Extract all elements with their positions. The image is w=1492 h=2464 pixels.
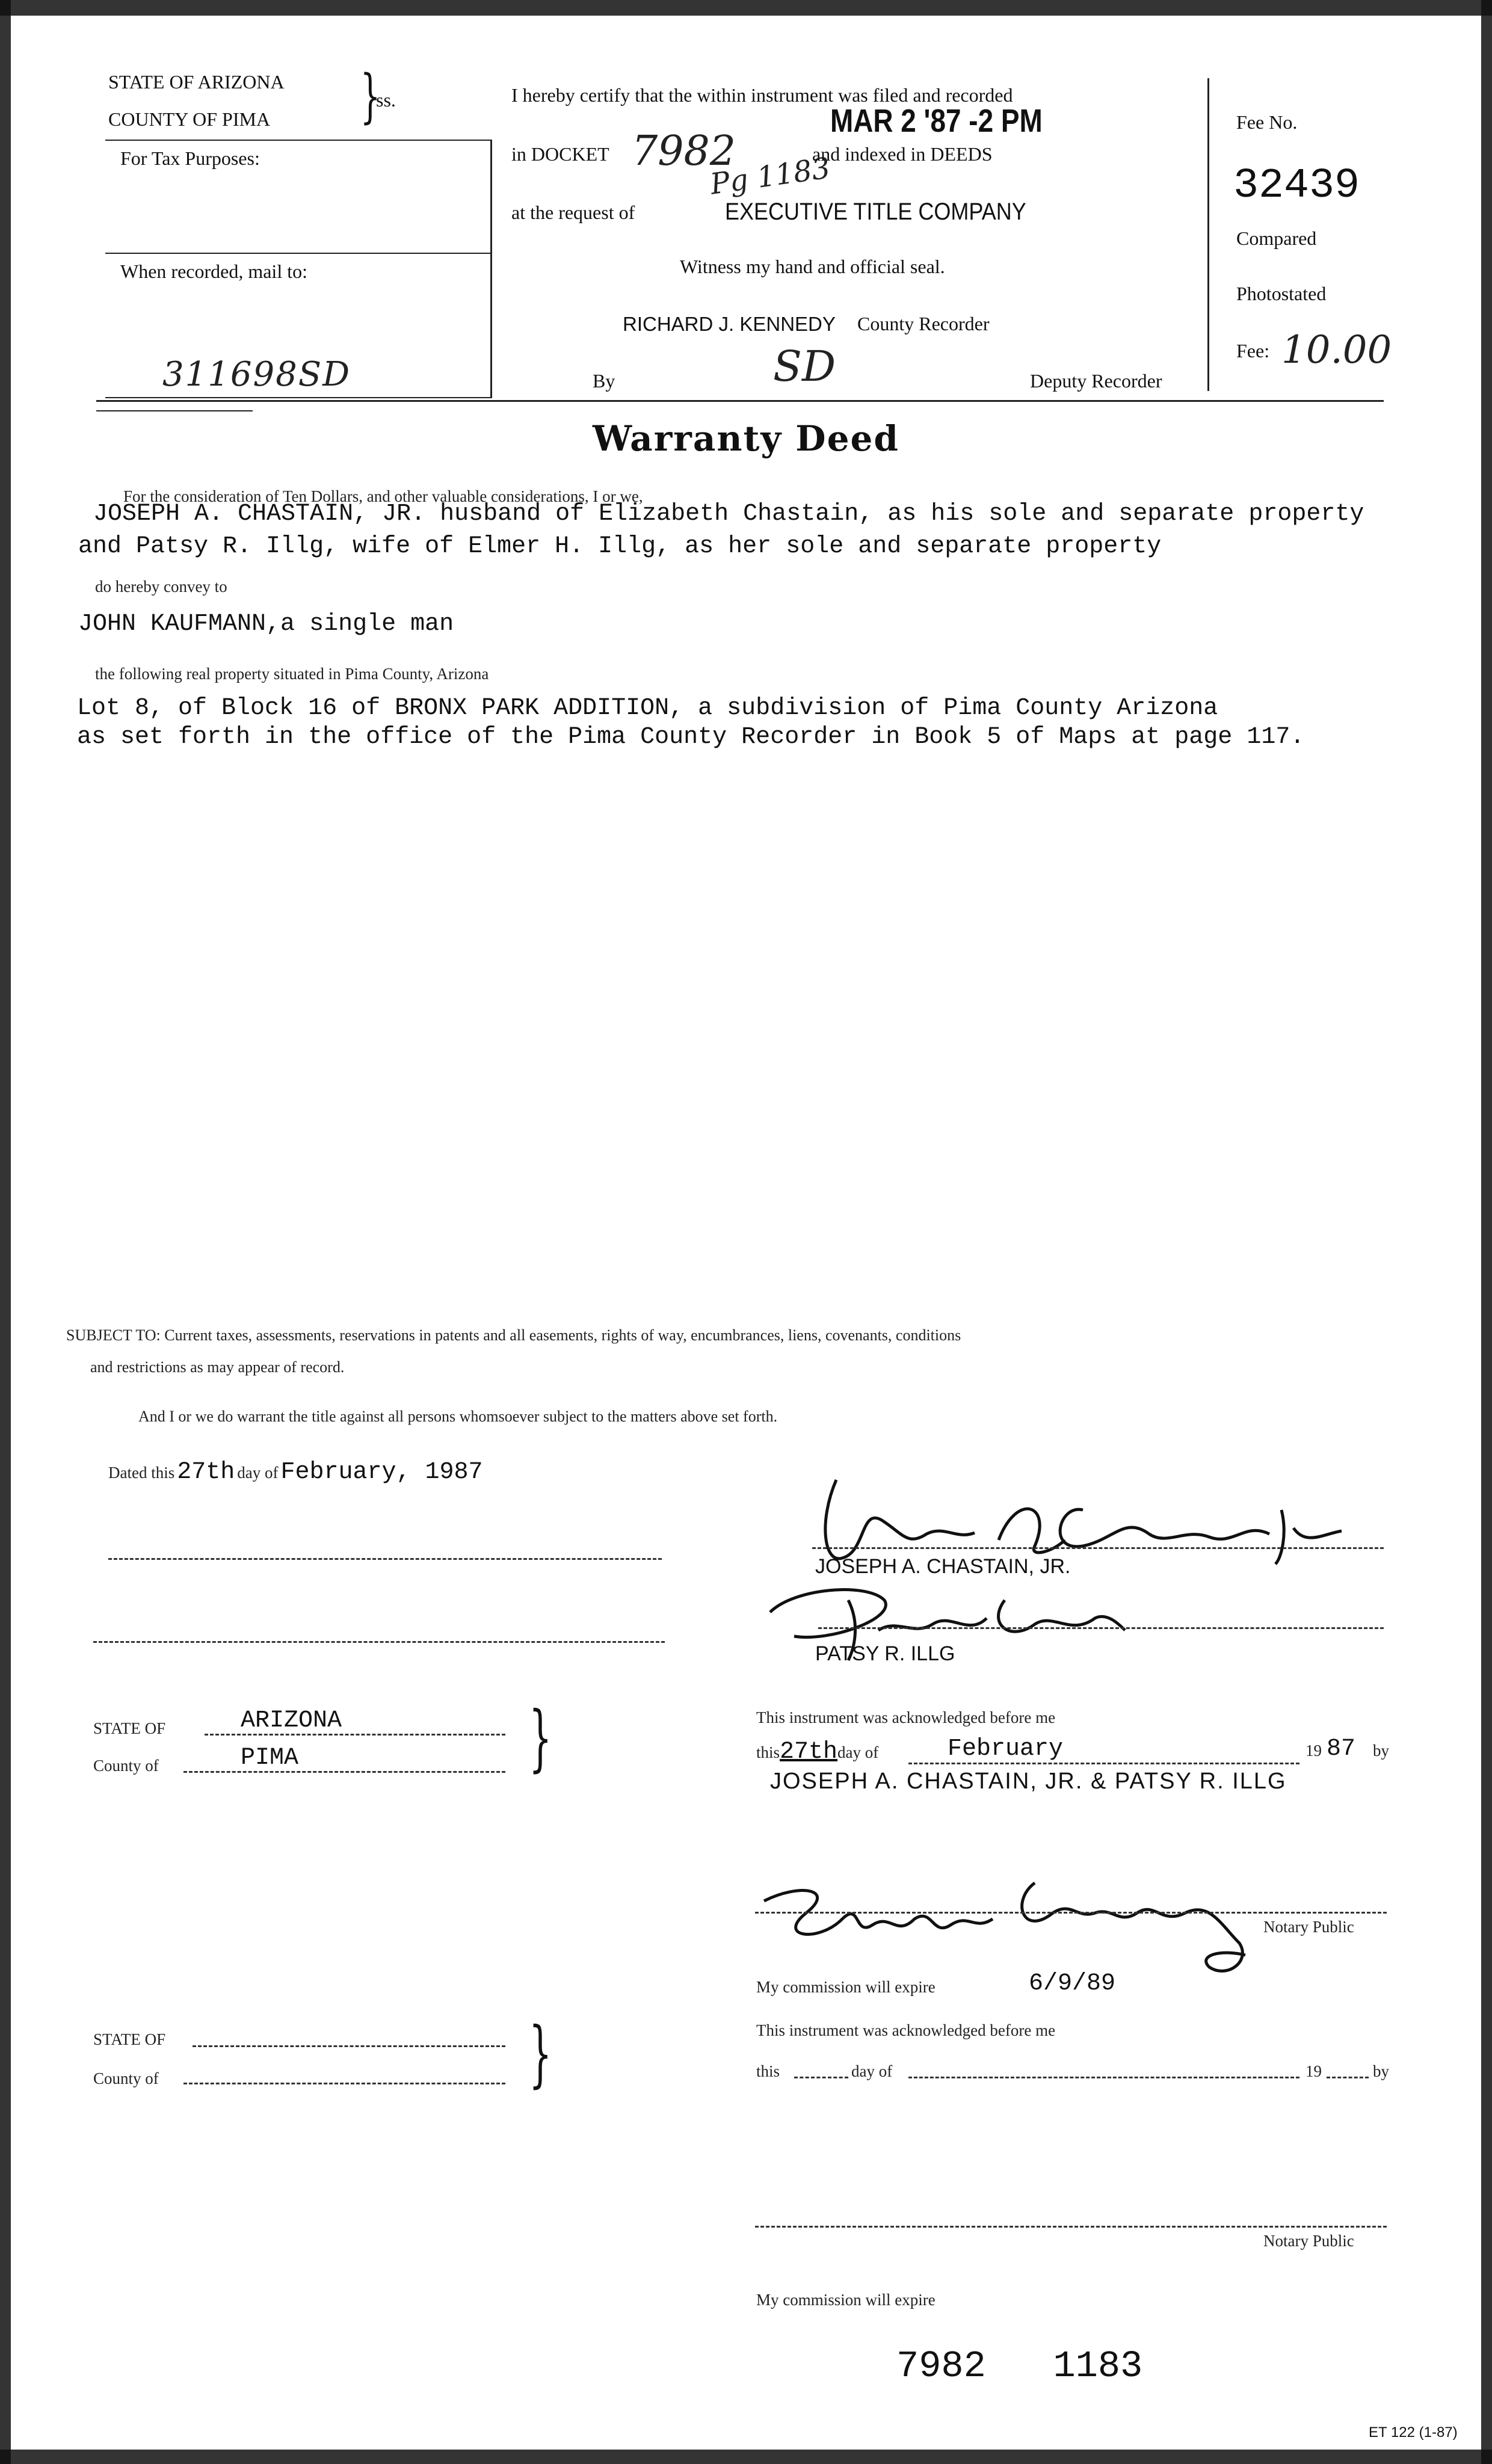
fee-number: 32439 bbox=[1233, 162, 1360, 210]
ack1-notary-public: Notary Public bbox=[1263, 1918, 1354, 1936]
legal-description-2: as set forth in the office of the Pima County Recorder in Book 5 of Maps at page 117. bbox=[77, 724, 1305, 751]
consideration-text: For the consideration of Ten Dollars, and other valuable considerations, I or we, bbox=[123, 487, 643, 505]
ack1-state: ARIZONA bbox=[241, 1707, 342, 1734]
document-title: Warranty Deed bbox=[593, 418, 899, 459]
certify-text: I hereby certify that the within instrument was filed and recorded bbox=[511, 84, 1013, 106]
ss-brace: } bbox=[360, 63, 381, 130]
ack2-by: by bbox=[1373, 2062, 1389, 2080]
header-right-vline bbox=[1207, 78, 1209, 391]
grantor-line-1: JOSEPH A. CHASTAIN, JR. husband of Elizabeth Chastain, as his sole and separate property bbox=[93, 500, 1364, 528]
ack1-day-of: day of bbox=[837, 1743, 879, 1761]
mail-code-handwritten: 311698SD bbox=[162, 355, 351, 394]
dated-day-of: day of bbox=[237, 1464, 279, 1482]
ack2-day-of: day of bbox=[851, 2062, 893, 2080]
blank-signature-line-1 bbox=[108, 1558, 662, 1560]
grantee-name: JOHN KAUFMANN,a single man bbox=[78, 611, 454, 638]
title-company: EXECUTIVE TITLE COMPANY bbox=[725, 199, 1026, 225]
warrant-text: And I or we do warrant the title against all persons whomsoever subject to the matters above set forth. bbox=[138, 1408, 778, 1425]
ack1-brace: } bbox=[529, 1696, 552, 1780]
header-left-line-2 bbox=[105, 253, 490, 254]
county-recorder-label: County Recorder bbox=[857, 313, 990, 334]
notary1-line bbox=[755, 1912, 1387, 1914]
mail-to-label: When recorded, mail to: bbox=[120, 260, 307, 282]
dated-line bbox=[108, 1459, 483, 1486]
recorder-name: RICHARD J. KENNEDY bbox=[623, 313, 836, 335]
sig1-line bbox=[812, 1547, 1384, 1549]
tax-purposes-label: For Tax Purposes: bbox=[120, 147, 260, 169]
legal-description-1: Lot 8, of Block 16 of BRONX PARK ADDITION, a subdivision of Pima County Arizona bbox=[77, 695, 1218, 722]
docket-number-handwritten: 7982 bbox=[632, 128, 736, 175]
form-code: ET 122 (1-87) bbox=[1369, 2424, 1458, 2441]
ack1-day: 27th bbox=[780, 1739, 838, 1766]
ack1-county-line bbox=[183, 1771, 505, 1773]
ack1-this: this bbox=[756, 1743, 780, 1761]
ack1-year-prefix: 19 bbox=[1306, 1742, 1322, 1760]
deputy-initials-handwritten: SD bbox=[773, 342, 836, 391]
scan-border-bottom bbox=[0, 2450, 1492, 2464]
ack2-acknowledged: This instrument was acknowledged before me bbox=[756, 2021, 1056, 2039]
request-of-label: at the request of bbox=[511, 202, 635, 223]
ack2-state-label: STATE OF bbox=[93, 2030, 166, 2048]
ack2-county-line bbox=[183, 2083, 505, 2084]
deputy-recorder-label: Deputy Recorder bbox=[1030, 370, 1162, 392]
ack1-parties: JOSEPH A. CHASTAIN, JR. & PATSY R. ILLG bbox=[770, 1769, 1287, 1794]
dated-label: Dated this bbox=[108, 1464, 175, 1482]
by-label: By bbox=[593, 370, 615, 392]
subject-to-line-2: and restrictions as may appear of record. bbox=[90, 1358, 345, 1376]
convey-text: do hereby convey to bbox=[95, 578, 227, 596]
sig2-line bbox=[818, 1627, 1384, 1629]
dated-month-year: February, 1987 bbox=[280, 1459, 483, 1486]
property-intro: the following real property situated in Pima County, Arizona bbox=[95, 665, 489, 683]
signature-2-text: Patsy R. Illg bbox=[939, 1631, 975, 1638]
dated-day: 27th bbox=[177, 1459, 235, 1486]
header-county: COUNTY OF PIMA bbox=[108, 108, 271, 130]
ack1-state-line bbox=[205, 1734, 505, 1736]
page-handwritten: Pg 1183 bbox=[708, 151, 833, 202]
ack2-notary-public: Notary Public bbox=[1263, 2232, 1354, 2250]
photostated-label: Photostated bbox=[1236, 283, 1327, 304]
in-docket-label: in DOCKET bbox=[511, 143, 609, 165]
fee-value-handwritten: 10.00 bbox=[1281, 328, 1392, 372]
scan-border-left bbox=[0, 0, 11, 2464]
ack2-this: this bbox=[756, 2062, 780, 2080]
ack2-commission-label: My commission will expire bbox=[756, 2291, 936, 2309]
header-state: STATE OF ARIZONA bbox=[108, 71, 285, 93]
ack1-commission-label: My commission will expire bbox=[756, 1978, 936, 1996]
ack2-month-line bbox=[908, 2077, 1299, 2078]
header-left-bottom bbox=[105, 397, 490, 398]
ack2-year-line bbox=[1327, 2077, 1369, 2078]
ack2-county-label: County of bbox=[93, 2069, 159, 2087]
ack2-brace: } bbox=[529, 2012, 552, 2096]
recording-stamp-date: MAR 2 '87 -2 PM bbox=[830, 103, 1043, 139]
blank-signature-line-2 bbox=[93, 1641, 665, 1643]
ack1-month-line bbox=[908, 1763, 1299, 1764]
header-bottom-line-2 bbox=[96, 410, 253, 411]
docket-page-footer: 7982 1183 bbox=[896, 2345, 1143, 2388]
ack1-county: PIMA bbox=[241, 1745, 299, 1772]
fee-label: Fee: bbox=[1236, 340, 1270, 362]
ack2-day-line bbox=[794, 2077, 848, 2078]
ack1-commission-expires: 6/9/89 bbox=[1029, 1970, 1116, 1997]
ack1-state-label: STATE OF bbox=[93, 1719, 166, 1737]
ack1-year: 87 bbox=[1327, 1736, 1356, 1763]
ack1-date-line bbox=[756, 1739, 878, 1766]
ack1-acknowledged: This instrument was acknowledged before me bbox=[756, 1708, 1056, 1726]
notary2-line bbox=[755, 2226, 1387, 2228]
ack1-by: by bbox=[1373, 1742, 1389, 1760]
ss-label: ss. bbox=[376, 89, 396, 111]
grantor-line-2: and Patsy R. Illg, wife of Elmer H. Illg, as her sole and separate property bbox=[78, 533, 1162, 560]
indexed-in-deeds: and indexed in DEEDS bbox=[812, 143, 993, 165]
header-left-line-1 bbox=[105, 140, 490, 141]
scan-border-top bbox=[0, 0, 1492, 16]
notary-signature bbox=[752, 1847, 1293, 1985]
ack1-county-label: County of bbox=[93, 1757, 159, 1775]
ack2-year-prefix: 19 bbox=[1306, 2062, 1322, 2080]
header-bottom-line bbox=[96, 400, 1384, 402]
ack1-month: February bbox=[948, 1736, 1064, 1763]
signer-1-name: JOSEPH A. CHASTAIN, JR. bbox=[815, 1555, 1071, 1578]
header-left-vline bbox=[490, 140, 492, 398]
scan-border-right bbox=[1481, 0, 1492, 2464]
signer-2-name: PATSY R. ILLG bbox=[815, 1642, 955, 1665]
notary-signature-text: Suzanne Stephens bbox=[993, 1914, 1049, 1921]
subject-to-line-1: SUBJECT TO: Current taxes, assessments, reservations in patents and all easements, rights of way, encumbrances, liens, covenants, conditions bbox=[66, 1326, 961, 1344]
signature-1-text: Joseph A. Chastain Jr. bbox=[1077, 1529, 1143, 1536]
ack2-state-line bbox=[193, 2045, 505, 2047]
witness-text: Witness my hand and official seal. bbox=[680, 256, 945, 277]
compared-label: Compared bbox=[1236, 227, 1317, 249]
fee-no-label: Fee No. bbox=[1236, 111, 1298, 133]
